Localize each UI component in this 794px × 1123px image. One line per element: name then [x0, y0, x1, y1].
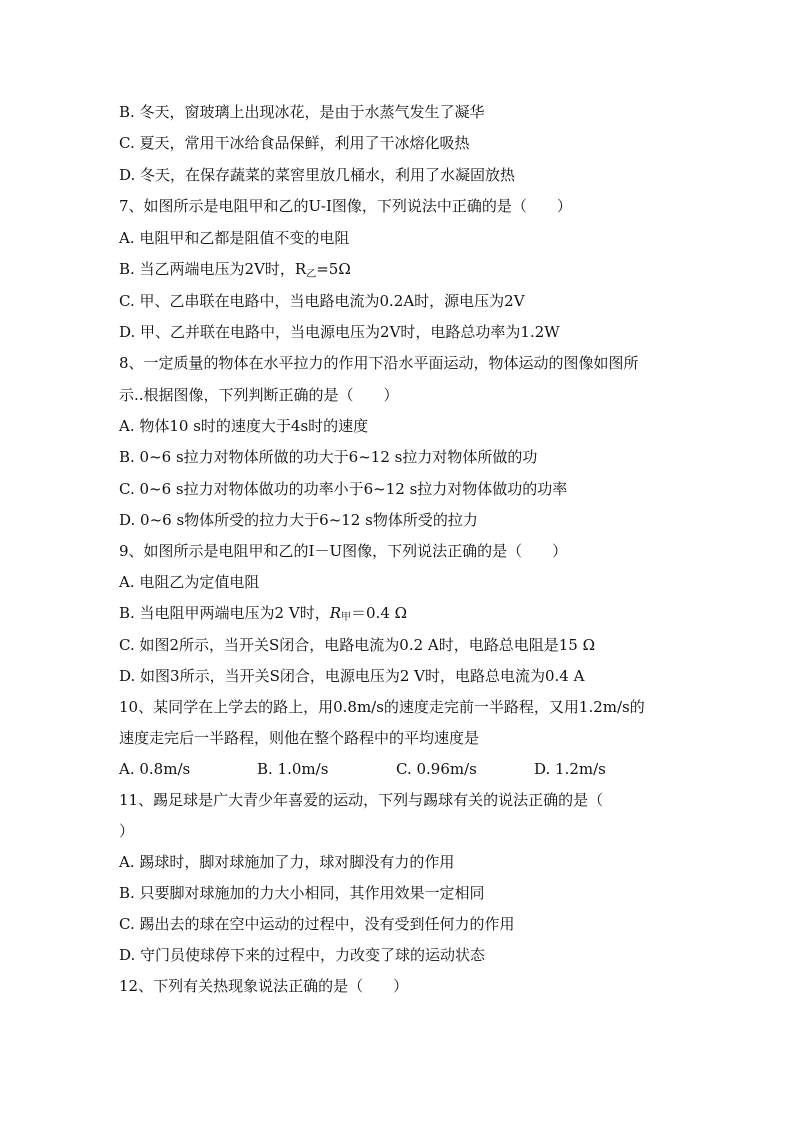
q9-option-b-tail: ＝0.4 Ω — [351, 604, 408, 622]
q6-option-d: D. 冬天，在保存蔬菜的菜窖里放几桶水，利用了水凝固放热 — [119, 166, 516, 184]
q10-option-d: D. 1.2m/s — [534, 760, 606, 778]
q11-option-d: D. 守门员使球停下来的过程中，力改变了球的运动状态 — [119, 946, 486, 964]
q8-option-d: D. 0~6 s物体所受的拉力大于6~12 s物体所受的拉力 — [119, 511, 478, 529]
q6-option-c: C. 夏天，常用干冰给食品保鲜，利用了干冰熔化吸热 — [119, 134, 470, 152]
q9-stem: 9、如图所示是电阻甲和乙的I－U图像，下列说法正确的是（ ） — [119, 542, 568, 560]
q7-option-c: C. 甲、乙串联在电路中，当电路电流为0.2A时，源电压为2V — [119, 292, 525, 310]
q7-option-b — [119, 260, 351, 284]
q7-option-b-text: B. 当乙两端电压为2V时，R — [119, 260, 307, 278]
q7-option-b-subscript: 乙 — [306, 269, 317, 280]
q8-option-c: C. 0~6 s拉力对物体做功的功率小于6~12 s拉力对物体做功的功率 — [119, 480, 568, 498]
q11-stem-line2: ） — [119, 822, 135, 840]
q9-option-b — [119, 604, 407, 627]
q12-stem: 12、下列有关热现象说法正确的是（ ） — [119, 977, 409, 995]
q10-option-c: C. 0.96m/s — [396, 760, 477, 778]
q8-option-a: A. 物体10 s时的速度大于4s时的速度 — [119, 417, 369, 435]
q9-option-b-r: R — [329, 604, 342, 622]
q11-option-b: B. 只要脚对球施加的力大小相同，其作用效果一定相同 — [119, 884, 485, 902]
q10-options — [119, 760, 679, 778]
q6-option-b: B. 冬天，窗玻璃上出现冰花，是由于水蒸气发生了凝华 — [119, 103, 485, 121]
q10-stem-line1: 10、某同学在上学去的路上，用0.8m/s的速度走完前一半路程，又用1.2m/s的 — [119, 698, 645, 716]
q11-option-a: A. 踢球时，脚对球施加了力，球对脚没有力的作用 — [119, 853, 455, 871]
q9-option-c: C. 如图2所示，当开关S闭合，电路电流为0.2 A时，电路总电阻是15 Ω — [119, 636, 596, 654]
q7-stem: 7、如图所示是电阻甲和乙的U-I图像，下列说法中正确的是（ ） — [119, 197, 572, 215]
q7-option-d: D. 甲、乙并联在电路中，当电源电压为2V时，电路总功率为1.2W — [119, 323, 560, 341]
q8-stem-line2: 示..根据图像，下列判断正确的是（ ） — [119, 386, 399, 404]
q11-option-c: C. 踢出去的球在空中运动的过程中，没有受到任何力的作用 — [119, 915, 515, 933]
q7-option-b-tail: =5Ω — [316, 260, 351, 278]
q10-option-b: B. 1.0m/s — [257, 760, 329, 778]
q8-option-b: B. 0~6 s拉力对物体所做的功大于6~12 s拉力对物体所做的功 — [119, 448, 538, 466]
q7-option-a: A. 电阻甲和乙都是阻值不变的电阻 — [119, 229, 350, 247]
q9-option-b-subscript: 甲 — [341, 612, 352, 623]
q8-stem-line1: 8、一定质量的物体在水平拉力的作用下沿水平面运动，物体运动的图像如图所 — [119, 354, 639, 372]
q9-option-d: D. 如图3所示，当开关S闭合，电源电压为2 V时，电路总电流为0.4 A — [119, 667, 585, 685]
q10-option-a: A. 0.8m/s — [119, 760, 191, 778]
q9-option-b-text: B. 当电阻甲两端电压为2 V时， — [119, 604, 330, 622]
q9-option-a: A. 电阻乙为定值电阻 — [119, 573, 260, 591]
q10-stem-line2: 速度走完后一半路程，则他在整个路程中的平均速度是 — [119, 729, 480, 747]
q11-stem-line1: 11、踢足球是广大青少年喜爱的运动，下列与踢球有关的说法正确的是（ — [119, 791, 604, 809]
